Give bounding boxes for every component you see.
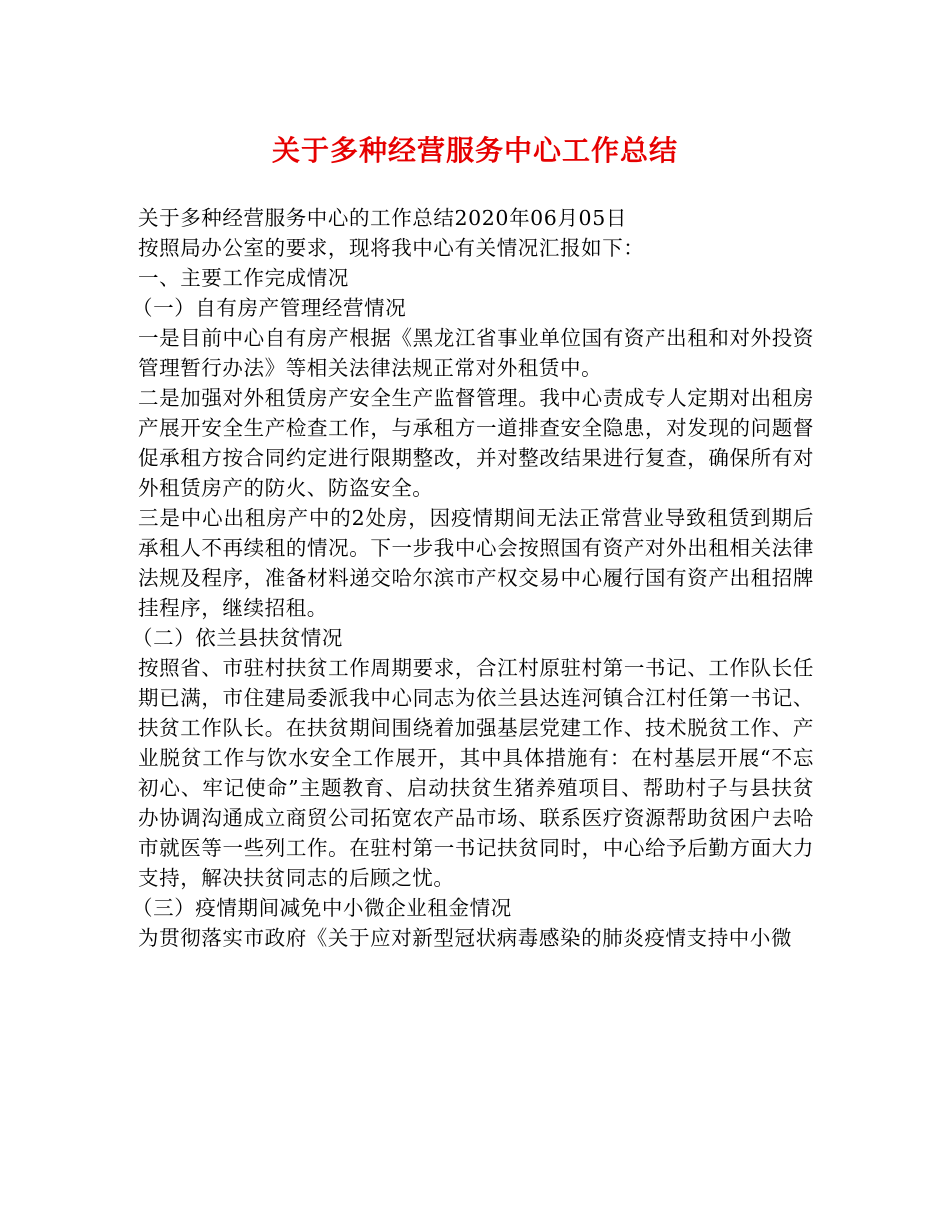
paragraph-property-2: 二是加强对外租赁房产安全生产监督管理。我中心责成专人定期对出租房产展开安全生产检查工作，与承租方一道排查安全隐患，对发现的问题督促承租方按合同约定进行限期整改，并对整改结果进行复查，确保所有对外租赁房产的防火、防盗安全。 [138, 386, 814, 500]
paragraph-property-3: 三是中心出租房产中的2处房，因疫情期间无法正常营业导致租赁到期后承租人不再续租的情况。下一步我中心会按照国有资产对外出租相关法律法规及程序，准备材料递交哈尔滨市产权交易中心履行国有资产出租招牌挂程序，继续招租。 [138, 506, 814, 620]
document-body [132, 203, 814, 953]
date-line: 关于多种经营服务中心的工作总结2020年06月05日 [138, 206, 627, 230]
document-title: 关于多种经营服务中心工作总结 [271, 134, 678, 167]
paragraph-property-1: 一是目前中心自有房产根据《黑龙江省事业单位国有资产出租和对外投资管理暂行办法》等相关法律法规正常对外租赁中。 [138, 326, 814, 380]
subsection-heading-1: （一）自有房产管理经营情况 [132, 296, 407, 320]
paragraph-poverty-relief: 按照省、市驻村扶贫工作周期要求，合江村原驻村第一书记、工作队长任期已满，市住建局委派我中心同志为依兰县达连河镇合江村任第一书记、扶贫工作队长。在扶贫期间围绕着加强基层党建工作、技术脱贫工作、产业脱贫工作与饮水安全工作展开，其中具体措施有：在村基层开展“不忘初心、牢记使命”主题教育、启动扶贫生猪养殖项目、帮助村子与县扶贫办协调沟通成立商贸公司拓宽农产品市场、联系医疗资源帮助贫困户去哈市就医等一些列工作。在驻村第一书记扶贫同时，中心给予后勤方面大力支持，解决扶贫同志的后顾之忧。 [138, 656, 814, 890]
subsection-heading-3: （三）疫情期间减免中小微企业租金情况 [132, 896, 512, 920]
paragraph-rent-relief: 为贯彻落实市政府《关于应对新型冠状病毒感染的肺炎疫情支持中小微 [138, 926, 793, 950]
subsection-heading-2: （二）依兰县扶贫情况 [132, 626, 343, 650]
intro-paragraph: 按照局办公室的要求，现将我中心有关情况汇报如下： [138, 236, 645, 260]
section-heading-1: 一、主要工作完成情况 [138, 266, 349, 290]
